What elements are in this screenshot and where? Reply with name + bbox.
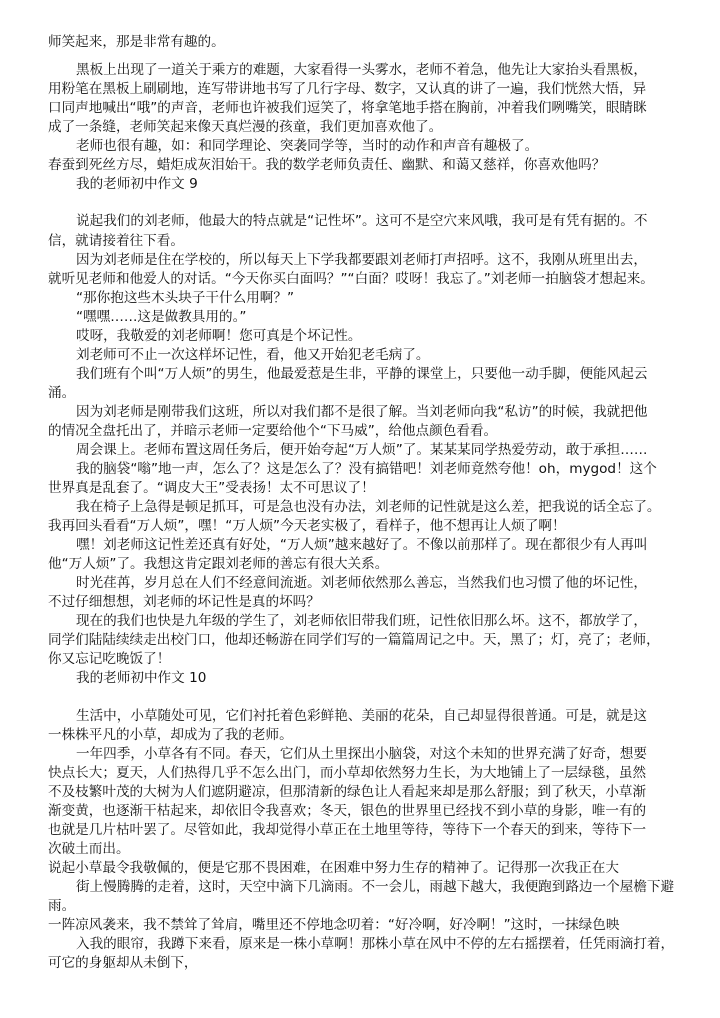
text-line: 他“万人烦”了。我想这肯定跟刘老师的善忘有很大关系。: [48, 556, 389, 572]
section-heading: 我的老师初中作文 10: [76, 670, 207, 686]
paragraph-line: 我们班有个叫“万人烦”的男生，他最爱惹是生非，平静的课堂上，只要他一动手脚，便能风起云: [76, 366, 648, 382]
text-line: 成了一条缝，老师笑起来像天真烂漫的孩童，我们更加喜欢他了。: [48, 119, 443, 135]
paragraph-line: 老师也很有趣，如：和同学理论、突袭同学等，当时的动作和声音有趣极了。: [76, 138, 539, 154]
paragraph-line: 一年四季，小草各有不同。春天，它们从土里探出小脑袋，对这个未知的世界充满了好奇，想要: [76, 746, 647, 762]
text-line: 口同声地喊出“哦”的声音，老师也许被我们逗笑了，将拿笔地手搭在胸前，冲着我们咧嘴笑，眼睛眯: [48, 100, 647, 116]
paragraph-line: 我的脑袋“嗡”地一声，怎么了？这是怎么了？没有搞错吧！刘老师竟然夸他！oh，mygod！这个: [76, 461, 657, 477]
paragraph-line: 嘿！刘老师这记性差还真有好处，“万人烦”越来越好了。不像以前那样了。现在都很少有人再叫: [76, 537, 648, 553]
paragraph-line: 因为刘老师是住在学校的，所以每天上下学我都要跟刘老师打声招呼。这不，我刚从班里出去，: [76, 252, 647, 268]
text-line: 快点长大；夏天，人们热得几乎不怎么出门，而小草却依然努力生长，为大地铺上了一层绿毯，虽然: [48, 765, 647, 781]
paragraph-line: “那你抱这些木头块子干什么用啊？”: [76, 290, 294, 306]
text-line: 春蚕到死丝方尽，蜡炬成灰泪始干。我的数学老师负责任、幽默、和蔼又慈祥，你喜欢他吗？: [48, 157, 606, 173]
text-line: 用粉笔在黑板上刷刷地，连写带讲地书写了几行字母、数字，又认真的讲了一遍，我们恍然大悟，异: [48, 81, 647, 97]
text-line: 同学们陆陆续续走出校门口，他却还畅游在同学们写的一篇篇周记之中。天，黑了；灯，亮了；老师，: [48, 632, 660, 648]
paragraph-line: 黑板上出现了一道关于乘方的难题，大家看得一头雾水，老师不着急，他先让大家抬头看黑板，: [76, 62, 647, 78]
paragraph-line: 刘老师可不止一次这样坏记性，看，他又开始犯老毛病了。: [76, 347, 430, 363]
text-line: 一阵凉风袭来，我不禁耸了耸肩，嘴里还不停地念叨着：“好冷啊，好冷啊！”这时，一抹绿色映: [48, 917, 620, 933]
paragraph-line: “嘿嘿……这是做教具用的。”: [76, 309, 247, 325]
paragraph-line: 说起我们的刘老师，他最大的特点就是“记性坏”。这可不是空穴来风哦，我可是有凭有据的。不: [76, 213, 648, 229]
text-line: 说起小草最令我敬佩的，便是它那不畏困难，在困难中努力生存的精神了。记得那一次我正在大: [48, 860, 619, 876]
text-line: 师笑起来，那是非常有趣的。: [48, 34, 225, 50]
paragraph-line: 周会课上。老师布置这周任务后，便开始夸起“万人烦”了。某某某同学热爱劳动，敢于承担……: [76, 442, 648, 458]
paragraph-line: 因为刘老师是刚带我们这班，所以对我们都不是很了解。当刘老师向我“私访”的时候，我就把他: [76, 404, 648, 420]
text-line: 世界真是乱套了。“调皮大王”受表扬！太不可思议了！: [48, 480, 375, 496]
text-line: 渐变黄，也逐渐干枯起来，却依旧令我喜欢；冬天，银色的世界里已经找不到小草的身影，唯一有的: [48, 803, 647, 819]
text-line: 你又忘记吃晚饭了！: [48, 651, 171, 667]
text-line: 我再回头看看“万人烦”，嘿！“万人烦”今天老实极了，看样子，他不想再让人烦了啊！: [48, 518, 566, 534]
paragraph-line: 我在椅子上急得是顿足抓耳，可是急也没有办法，刘老师的记性就是这么差，把我说的话全忘了。: [76, 499, 661, 515]
paragraph-line: 生活中，小草随处可见，它们衬托着色彩鲜艳、美丽的花朵，自己却显得很普通。可是，就是这: [76, 708, 647, 724]
text-line: 就听见老师和他爱人的对话。“今天你买白面吗？”“白面？哎呀！我忘了。”刘老师一拍脑袋才想起来。: [48, 271, 654, 287]
text-line: 涌。: [48, 385, 76, 401]
text-line: 的情况全盘托出了，并暗示老师一定要给他个“下马威”，给他点颜色看看。: [48, 423, 498, 439]
paragraph-line: 哎呀，我敬爱的刘老师啊！您可真是个坏记性。: [76, 328, 362, 344]
paragraph-line: 街上慢腾腾的走着，这时，天空中滴下几滴雨。不一会儿，雨越下越大，我便跑到路边一个屋檐下避: [76, 879, 675, 895]
text-line: 不过仔细想想，刘老师的坏记性是真的坏吗？: [48, 594, 320, 610]
section-heading: 我的老师初中作文 9: [76, 176, 198, 192]
text-line: 不及枝繁叶茂的大树为人们遮阴避凉，但那清新的绿色让人看起来却是那么舒服；到了秋天，小草渐: [48, 784, 647, 800]
text-line: 一株株平凡的小草，却成为了我的老师。: [48, 727, 293, 743]
paragraph-line: 入我的眼帘，我蹲下来看，原来是一株小草啊！那株小草在风中不停的左右摇摆着，任凭雨滴打着，: [76, 936, 675, 952]
text-line: 次破土而出。: [48, 841, 130, 857]
paragraph-line: 时光荏苒，岁月总在人们不经意间流逝。刘老师依然那么善忘，当然我们也习惯了他的坏记性，: [76, 575, 647, 591]
text-line: 也就是几片枯叶罢了。尽管如此，我却觉得小草正在土地里等待，等待下一个春天的到来，等待下一: [48, 822, 647, 838]
paragraph-line: 现在的我们也快是九年级的学生了，刘老师依旧带我们班，记性依旧那么坏。这不，都放学了，: [76, 613, 647, 629]
text-line: 可它的身躯却从未倒下，: [48, 955, 198, 971]
text-line: 信，就请接着往下看。: [48, 233, 184, 249]
text-line: 雨。: [48, 898, 76, 914]
